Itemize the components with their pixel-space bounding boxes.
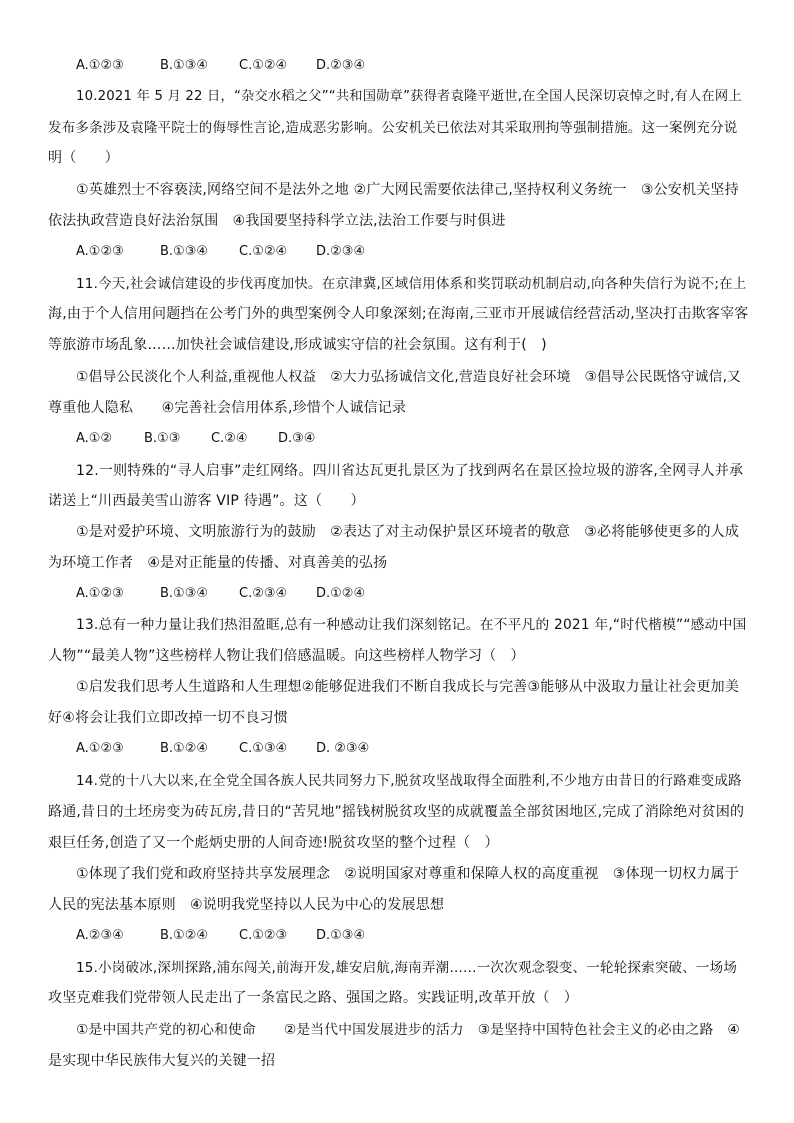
q9-options xyxy=(76,55,476,77)
q13-stem-line-1: 13.总有一种力量让我们热泪盈眶,总有一种感动让我们深刻铭记。在不平凡的 2021 年,“时代楷模”“感动中国 xyxy=(76,617,747,633)
q12-stem-line-1: 12.一则特殊的“寻人启事”走红网络。四川省达瓦更扎景区为了找到两名在景区捡垃圾的游客,全网寻人并承 xyxy=(76,463,744,479)
q14-stem-line-1: 14.党的十八大以来,在全党全国各族人民共同努力下,脱贫攻坚战取得全面胜利,不少地方由昔日的行路难变成路 xyxy=(76,773,742,789)
q12-options xyxy=(76,583,476,605)
q11-stem-line-3: 等旅游市场乱象……加快社会诚信建设,形成诚实守信的社会氛围。这有利于( ) xyxy=(48,337,547,353)
q12-option-c[interactable]: C.②③④ xyxy=(239,586,288,601)
q14-statement-line-1: ①体现了我们党和政府坚持共享发展理念 ②说明国家对尊重和保障人权的高度重视 ③体现一切权力属于 xyxy=(76,866,740,882)
q13-statement-line-2: 好④将会让我们立即改掉一切不良习惯 xyxy=(48,710,288,726)
q12-statement-line-1: ①是对爱护环境、文明旅游行为的鼓励 ②表达了对主动保护景区环境者的敬意 ③必将能够使更多的人成 xyxy=(76,524,740,540)
q11-stem-line-1: 11.今天,社会诚信建设的步伐再度加快。在京津冀,区域信用体系和奖罚联动机制启动,向各种失信行为说不;在上 xyxy=(76,276,747,292)
q15-statement-line-1: ①是中国共产党的初心和使命 ②是当代中国发展进步的活力 ③是坚持中国特色社会主义的必由之路 ④ xyxy=(76,1022,740,1038)
q14-statement-line-2: 人民的宪法基本原则 ④说明我党坚持以人民为中心的发展思想 xyxy=(48,897,445,913)
q14-option-d[interactable]: D.①③④ xyxy=(316,928,366,943)
q13-stem-line-2: 人物”“最美人物”这些榜样人物让我们倍感温暖。向这些榜样人物学习（ ） xyxy=(48,648,525,664)
q13-option-b[interactable]: B.①②④ xyxy=(160,741,209,756)
q10-stem-line-3: 明（ ） xyxy=(48,150,119,166)
q12-option-d[interactable]: D.①②④ xyxy=(316,586,366,601)
q14-options xyxy=(76,925,476,947)
q12-option-a[interactable]: A.①②③ xyxy=(76,586,124,601)
q10-statement-line-1: ①英雄烈士不容亵渎,网络空间不是法外之地 ②广大网民需要依法律己,坚持权利义务统一 ③公安机关坚持 xyxy=(76,182,739,198)
q14-option-a[interactable]: A.②③④ xyxy=(76,928,124,943)
q12-stem-line-2: 诺送上“川西最美雪山游客 VIP 待遇”。这（ ） xyxy=(48,493,365,509)
q13-options xyxy=(76,738,476,760)
q10-stem-line-1: 10.2021 年 5 月 22 日，“杂交水稻之父”“共和国勋章”获得者袁隆平逝世,在全国人民深切哀悼之时,有人在网上 xyxy=(76,89,742,104)
q9-option-d[interactable]: D.②③④ xyxy=(316,58,366,73)
q11-option-b[interactable]: B.①③ xyxy=(144,431,181,446)
q10-statement-line-2: 依法执政营造良好法治氛围 ④我国要坚持科学立法,法治工作要与时俱进 xyxy=(48,213,506,229)
q11-option-a[interactable]: A.①② xyxy=(76,431,113,446)
q9-option-a[interactable]: A.①②③ xyxy=(76,58,124,73)
q13-option-d[interactable]: D. ②③④ xyxy=(316,741,370,756)
q15-statement-line-2: 是实现中华民族伟大复兴的关键一招 xyxy=(48,1053,276,1069)
q9-option-c[interactable]: C.①②④ xyxy=(239,58,288,73)
q11-options xyxy=(76,428,476,450)
q15-stem-line-2: 攻坚克难我们党带领人民走出了一条富民之路、强国之路。实践证明,改革开放（ ） xyxy=(48,990,579,1006)
q9-option-b[interactable]: B.①③④ xyxy=(160,58,209,73)
q11-stem-line-2: 海,由于个人信用问题挡在公考门外的典型案例令人印象深刻;在海南,三亚市开展诚信经营活动,坚决打击欺客宰客 xyxy=(48,306,749,322)
q14-stem-line-3: 艰巨任务,创造了又一个彪炳史册的人间奇迹!脱贫攻坚的整个过程（ ） xyxy=(48,835,499,851)
q12-option-b[interactable]: B.①③④ xyxy=(160,586,209,601)
q14-option-c[interactable]: C.①②③ xyxy=(239,928,288,943)
q10-options xyxy=(76,241,476,263)
q15-stem-line-1: 15.小岗破冰,深圳探路,浦东闯关,前海开发,雄安启航,海南弄潮……一次次观念裂变、一轮轮探索突破、一场场 xyxy=(76,960,738,976)
q10-stem-line-2: 发布多条涉及袁隆平院士的侮辱性言论,造成恶劣影响。公安机关已依法对其采取刑拘等强制措施。这一案例充分说 xyxy=(48,120,738,136)
q11-option-c[interactable]: C.②④ xyxy=(211,431,248,446)
q11-option-d[interactable]: D.③④ xyxy=(278,431,316,446)
q11-statement-line-1: ①倡导公民淡化个人利益,重视他人权益 ②大力弘扬诚信文化,营造良好社会环境 ③倡导公民既恪守诚信,又 xyxy=(76,369,742,385)
q14-stem-line-2: 路通,昔日的土坯房变为砖瓦房,昔日的“苦旯地”摇钱树脱贫攻坚的成就覆盖全部贫困地区,完成了消除绝对贫困的 xyxy=(48,804,745,820)
q13-statement-line-1: ①启发我们思考人生道路和人生理想②能够促进我们不断自我成长与完善③能够从中汲取力量让社会更加美 xyxy=(76,679,740,695)
q10-option-d[interactable]: D.②③④ xyxy=(316,244,366,259)
q10-option-c[interactable]: C.①②④ xyxy=(239,244,288,259)
q13-option-c[interactable]: C.①③④ xyxy=(239,741,288,756)
q13-option-a[interactable]: A.①②③ xyxy=(76,741,124,756)
q11-statement-line-2: 尊重他人隐私 ④完善社会信用体系,珍惜个人诚信记录 xyxy=(48,400,407,416)
q12-statement-line-2: 为环境工作者 ④是对正能量的传播、对真善美的弘扬 xyxy=(48,555,388,571)
q10-option-b[interactable]: B.①③④ xyxy=(160,244,209,259)
q14-option-b[interactable]: B.①②④ xyxy=(160,928,209,943)
q10-option-a[interactable]: A.①②③ xyxy=(76,244,124,259)
